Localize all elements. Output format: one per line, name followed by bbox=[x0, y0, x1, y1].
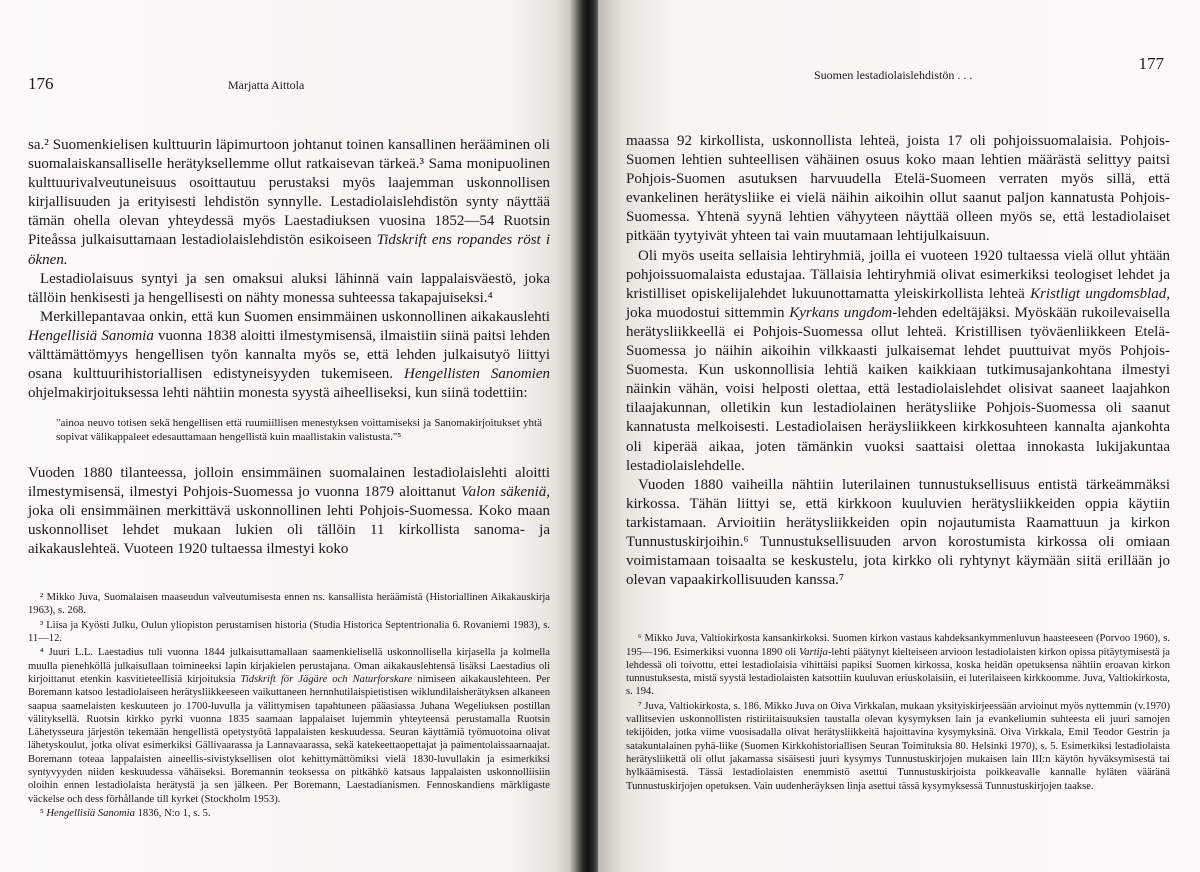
right-footnotes bbox=[626, 632, 1170, 793]
footnote: ⁷ Juva, Valtiokirkosta, s. 186. Mikko Juva on Oiva Virkkalan, mukaan yksityiskirjeessään arvioinut myös nyttemmin (v.1970) vallitsevien uskonnollisten ristiriitaisuuksien taustalla olevan kysymyksen lain ja evankeliumin suhteesta eli juuri samojen tekijöiden, jotka viime vuosisadalla olivat herätysliikkeitä hajoittavina kysymyksinä. Oiva Virkkala, Emil Teodor Gestrin ja satakuntalainen pyhä-liike (Suomen Kirkkohistoriallisen Seuran Toimituksia 80. Helsinki 1970), s. 5. Esimerkiksi lestadiolaista herätysliikettä oli ollut jakamassa sisäisesti juuri kysymys Tunnustuskirjojen mukaisen lain III:n käytön hyväksymisestä tai hylkäämisestä. Tässä lestadiolaisten enemmistö asettui Tunnustuskirjoista poikkeavalle kannalle hyläten vääränä Tunnustuskirjojen opetuksen. Vain uudenheräyksen linja asettui tässä kysymyksessä Tunnustuskirjojen taakse. bbox=[626, 700, 1170, 792]
left-page bbox=[0, 0, 578, 872]
italic-title: Kyrkans ungdom bbox=[789, 304, 893, 321]
italic-title: Valon säkeniä, bbox=[461, 483, 550, 500]
page-number-left: 176 bbox=[28, 74, 54, 93]
paragraph: Vuoden 1880 vaiheilla nähtiin luterilainen tunnustuksellisuus entistä tärkeämmäksi kirkossa. Tähän liittyi se, että kirkkoon kuuluvien herätysliikkeiden oppia käytiin tarkistamaan. Arvioitiin herätysliikkeiden opin nojautumista Raamattuun ja kirkon Tunnustuskirjoihin.⁶ Tunnustuksellisuuden arvon korostumista kirkossa oli omiaan voimistamaan toisaalta se keskustelu, jota kirkko oli ryhtynyt käymään siitä erillään jo olevan vapaakirkollisuuden kanssa.⁷ bbox=[626, 476, 1170, 589]
paragraph: Vuoden 1880 tilanteessa, jolloin ensimmäinen suomalainen lestadiolaislehti aloitti ilmestymisensä, ilmestyi Pohjois-Suomessa jo vuonna 1879 aloittanut Valon säkeniä, joka oli ensimmäinen merkittävä uskonnollinen lehti Pohjois-Suomessa. Koko maan uskonnolliset lehdet mukaan lukien oli tällöin 11 kirkollista sanoma- ja aikakauslehteä. Vuoteen 1920 tultaessa ilmestyi koko bbox=[28, 464, 550, 558]
running-head-right: Suomen lestadiolaislehdistön . . . bbox=[814, 68, 973, 82]
right-header bbox=[626, 54, 1170, 82]
running-head-left: Marjatta Aittola bbox=[228, 78, 305, 92]
left-header bbox=[28, 74, 550, 96]
footnote: ⁶ Mikko Juva, Valtiokirkosta kansankirkoksi. Suomen kirkon vastaus kahdeksankymmenluvun haasteeseen (Porvoo 1960), s. 195—196. Esimerkiksi vuonna 1890 oli Vartija-lehti päätynyt kielteiseen arvioon lestadiolaisten kirkon opissa pitäytymisestä ja lehdessä oli toivottu, ettei lestadiolaisia vihittäisi papiksi Suomen kirkossa, koska heidän opetuksensa nähtiin eroavan kirkon tunnustuksesta, mistä syystä lestadiolaisten katsottiin kuuluvan eriuskolaisiin, ei luterilaiseen kirkkoomme. Juva, Valtiokirkosta, s. 194. bbox=[626, 633, 1170, 698]
paragraph: Merkillepantavaa onkin, että kun Suomen ensimmäinen uskonnollinen aikakauslehti Hengellisiä Sanomia vuonna 1838 aloitti ilmestymisensä, ilmaistiin siinä paitsi lehden välttämättömyys hengellisen työn kannalta myös se, että lehden julkaisutyö liittyi osana kulttuurihistoriallisen edistyneisyyden tukemiseen. Hengellisten Sanomien ohjelmakirjoituksessa lehti nähtiin monesta syystä aiheelliseksi, kun siinä todettiin: bbox=[28, 308, 551, 402]
footnote: ³ Liisa ja Kyösti Julku, Oulun yliopiston perustamisen historia (Studia Historica Septentrionalia 6. Rovaniemi 1983), s. 11—12. bbox=[28, 619, 550, 645]
footnote: ⁵ Hengellisiä Sanomia 1836, N:o 1, s. 5. bbox=[40, 807, 211, 819]
footnote: ⁴ Juuri L.L. Laestadius tuli vuonna 1844 julkaisuttamallaan saamenkielisellä uskonnollisella kirjasella ja kolmella muulla pienehköllä julkaisullaan toimineeksi lapin kirjakielen perustajana. Oman aikakauslehtensä lisäksi Laestadius oli kirjoittanut etenkin kasvitieteellisiä kirjoituksia Tidskrift för Jägäre och Naturforskare nimiseen aikakauslehteen. Per Boremann katsoo lestadiolaiseen herätysliikkeeseen vaikuttaneen hernnhutilaispietistisen wiklundilaisherätyksen alkaneen saapua saamelaisten keskuuteen jo 1700-luvulla ja välittymisen tapahtuneen pääasiassa Juhana Wegeliuksen postillan välityksellä. Ruotsin kirkko pyrki vuonna 1835 saamaan lappalaiset lujemmin yhteyteensä perustamalla Ruotsin Lähetysseura järjestön tekemään hengellistä opetystyötä lappalaisten keskuudessa. Seuran käyttämiä työmuotoina olivat lähetyskoulut, jotka olivat esimerkiksi Gällivaarassa ja Lannavaarassa, sekä katekeettaopettajat ja paimentolaissaarnaajat. Boremann toteaa lappalaisten aineellis-sivistyksellisen olot kehittymättömiksi vielä 1830-luvullakin ja esimerkiksi syntyvyyden niiden keskuudessa vähäiseksi. Boremannin teoksessa on pitkähkö katsaus lappalaisten uskonnolliisiin oloihin ennen lestadiolaista herätystä ja sen jälkeen. Per Boremann, Laestadianismen. Fennoskandiens märkligaste väckelse och dess förhållande till kyrket (Stockholm 1953). bbox=[28, 647, 551, 805]
italic-title: Tidskrift ens ropandes röst i öknen. bbox=[28, 232, 551, 268]
italic-title: Hengellisten Sanomien bbox=[404, 366, 550, 383]
paragraph: maassa 92 kirkollista, uskonnollista lehteä, joista 17 oli pohjoissuomalaisia. Pohjois-Suomen lehtien suhteellisen vähäinen osuus koko maan lehtien määrästä selittyy paitsi Pohjois-Suomen asutuksen harvuudella Etelä-Suomeen verraten myös sillä, että evankelinen herätysliike ei vielä näihin aikoihin ollut saanut paljon kannatusta Pohjois-Suomessa. Yhtenä syynä lehtien vähyyteen näyttää olleen myös se, että lestadiolaiset pitkään tyytyivät yhteen tai vain muutamaan lehtijulkaisuun. bbox=[626, 133, 1170, 245]
right-page bbox=[598, 0, 1200, 872]
paragraph: Oli myös useita sellaisia lehtiryhmiä, joilla ei vuoteen 1920 tultaessa vielä ollut yhtään pohjoissuomalaista edustajaa. Tällaisia lehtiryhmiä olivat esimerkiksi teologiset lehdet ja kristilliset opiskelijalehdet lukuunottamatta yleiskirkollista lehteä Kristligt ungdomsblad, joka muodostui sittemmin Kyrkans ungdom-lehden edeltäjäksi. Myöskään rukoilevaisella herätysliikkeellä ei Pohjois-Suomessa ollut lehteä. Kristillisen työväenliikkeen Etelä-Suomessa jo näihin aikoihin vilkkaasti julkaisemat lehdet puuttuivat myös Pohjois-Suomesta. Kun uskonnollisia lehtiä kaiken kaikkiaan tutkimusajankohtana ilmestyi näinkin vähän, voisi helposti olettaa, että lestadiolaislehdet olisivat saaneet laajahkon tilaajakunnan, olletikin kun lestadiolainen herätysliike Pohjois-Suomessa oli saanut kannatusta melkoisesti. Lestadiolaisen heräysliikkeen kirkkosuhteen kannalta ajankohta oli kiperää aikaa, joten tämänkin vuoksi saattaisi olettaa innokasta lukijakuntaa lestadiolaislehdelle. bbox=[626, 247, 1171, 474]
left-body-text-continued bbox=[28, 464, 550, 559]
block-quote: "ainoa neuvo totisen sekä hengellisen että ruumiillisen menestyksen voittamiseksi ja Sanomakirjoitukset yhtä sopivat välikappaleet edesauttamaan hengellistä kuin maallistakin valistusta."⁵ bbox=[56, 417, 542, 443]
paragraph: sa.² Suomenkielisen kulttuurin läpimurtoon johtanut toinen kansallinen herääminen oli suomalaiskansalliselle herätyksellemme ollut ratkaisevan tärkeä.³ Sama monipuolinen kulttuurivalveutuneisuus osoittautuu perustaksi myös laajemman uskonnollisen kirjallisuuden ja erityisesti lehdistön synnylle. Lestadiolaislehdistön synty näyttää tämän ohella olevan yhteydessä myös Laestadiuksen vuosina 1852—54 Ruotsin Piteåssa julkaisuttamaan lestadiolaislehdistön esikoiseen Tidskrift ens ropandes röst i öknen. bbox=[28, 137, 551, 268]
right-body-text bbox=[626, 132, 1170, 590]
left-body-text bbox=[28, 136, 550, 403]
italic-title: Hengellisiä Sanomia bbox=[28, 327, 154, 344]
page-number-right: 177 bbox=[1138, 54, 1164, 73]
paragraph: Lestadiolaisuus syntyi ja sen omaksui aluksi lähinnä vain lappalaisväestö, joka tällöin henkisesti ja hengellisesti on nähty monessa suhteessa takapajuiseksi.⁴ bbox=[28, 270, 550, 306]
footnote: ² Mikko Juva, Suomalaisen maaseudun valveutumisesta ennen ns. kansallista heräämistä (Historiallinen Aikakauskirja 1963), s. 268. bbox=[28, 592, 550, 617]
italic-title: Kristligt ungdomsblad, bbox=[1030, 285, 1170, 302]
left-footnotes bbox=[28, 591, 550, 820]
